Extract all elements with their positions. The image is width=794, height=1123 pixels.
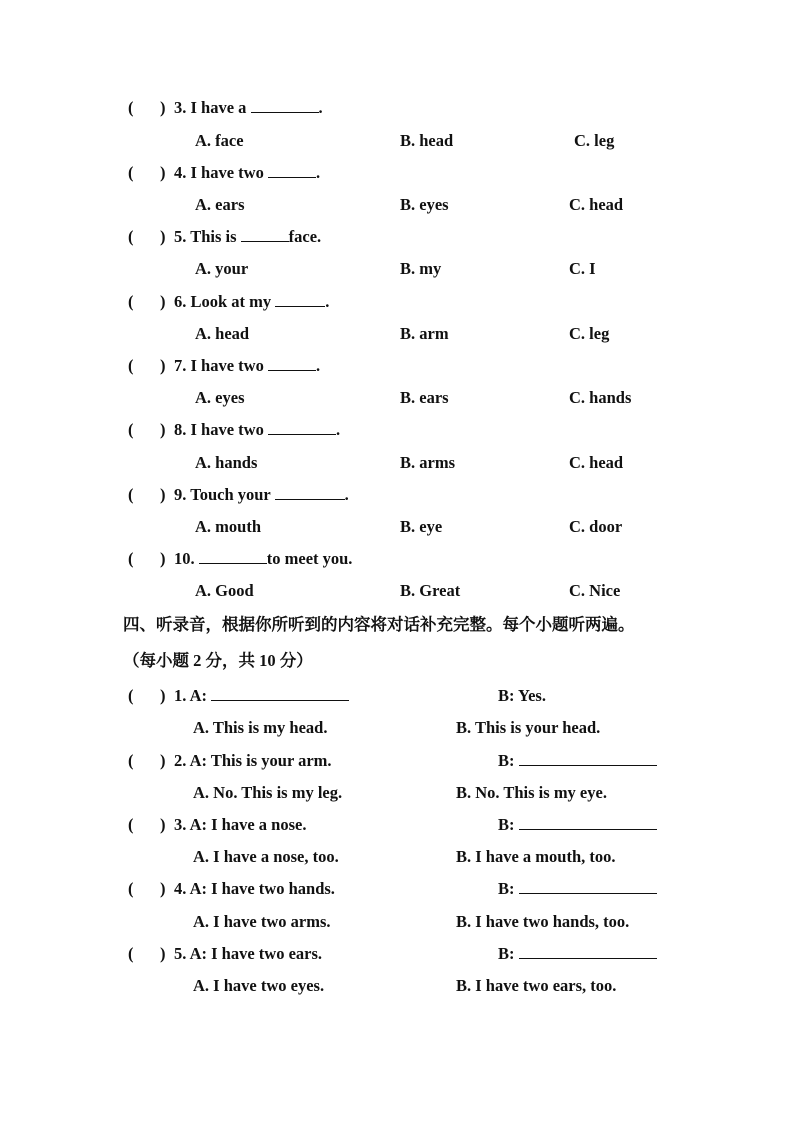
answer-paren-close: ) xyxy=(160,751,166,770)
a-line xyxy=(174,686,349,706)
stem-before: Touch your xyxy=(190,485,271,504)
b-line: B: Yes. xyxy=(498,686,546,705)
b-line-text: B: xyxy=(498,879,515,898)
a-line xyxy=(174,879,335,899)
option-a: A. I have two arms. xyxy=(193,912,331,931)
option-b: B. arm xyxy=(400,324,449,343)
answer-paren-close: ) xyxy=(160,292,166,311)
option-a: A. head xyxy=(195,324,250,343)
option-a: A. Good xyxy=(195,581,254,600)
answer-paren-open: ( xyxy=(128,485,134,504)
b-line xyxy=(498,944,657,964)
question-number: 4. xyxy=(174,163,187,182)
option-c: C. leg xyxy=(569,324,610,343)
option-b: B. eyes xyxy=(400,195,449,214)
answer-blank[interactable] xyxy=(241,227,289,242)
a-line-text: A: I have two ears. xyxy=(189,944,323,963)
question-number: 6. xyxy=(174,292,187,311)
question-stem xyxy=(174,420,340,440)
answer-paren-close: ) xyxy=(160,356,166,375)
question-number: 3. xyxy=(174,98,187,117)
stem-after: . xyxy=(318,98,323,117)
answer-paren-close: ) xyxy=(160,163,166,182)
option-a: A. hands xyxy=(195,453,258,472)
option-a: A. face xyxy=(195,131,244,150)
answer-blank[interactable] xyxy=(268,420,336,435)
answer-paren-open: ( xyxy=(128,944,134,963)
answer-paren-close: ) xyxy=(160,944,166,963)
option-a: A. I have two eyes. xyxy=(193,976,325,995)
option-c: C. leg xyxy=(574,131,615,150)
question-number: 5. xyxy=(174,944,187,963)
a-line-text: A: I have two hands. xyxy=(189,879,335,898)
answer-paren-open: ( xyxy=(128,292,134,311)
option-c: C. head xyxy=(569,195,624,214)
answer-paren-close: ) xyxy=(160,420,166,439)
answer-paren-open: ( xyxy=(128,356,134,375)
stem-before: Look at my xyxy=(190,292,272,311)
b-line-text: B: xyxy=(498,944,515,963)
answer-blank[interactable] xyxy=(251,98,319,113)
answer-paren-open: ( xyxy=(128,98,134,117)
stem-after: . xyxy=(315,356,321,375)
option-c: C. I xyxy=(569,259,596,278)
question-number: 10. xyxy=(174,549,195,568)
answer-paren-close: ) xyxy=(160,98,166,117)
answer-blank[interactable] xyxy=(519,815,657,830)
question-stem xyxy=(174,292,329,312)
answer-paren-open: ( xyxy=(128,163,134,182)
a-line-text: A: xyxy=(189,686,208,705)
option-b: B. Great xyxy=(400,581,461,600)
stem-before: I have two xyxy=(190,163,264,182)
answer-paren-open: ( xyxy=(128,879,134,898)
question-number: 8. xyxy=(174,420,187,439)
option-b: B. I have two hands, too. xyxy=(456,912,630,931)
stem-before: I have a xyxy=(190,98,247,117)
option-a: A. No. This is my leg. xyxy=(193,783,343,802)
question-number: 4. xyxy=(174,879,187,898)
answer-paren-close: ) xyxy=(160,549,166,568)
stem-after: face. xyxy=(288,227,322,246)
option-b: B. This is your head. xyxy=(456,718,601,737)
a-line xyxy=(174,751,332,771)
answer-paren-close: ) xyxy=(160,227,166,246)
stem-after: . xyxy=(315,163,321,182)
option-b: B. ears xyxy=(400,388,449,407)
answer-paren-open: ( xyxy=(128,549,134,568)
option-a: A. your xyxy=(195,259,249,278)
stem-before: I have two xyxy=(190,420,264,439)
b-line-text: B: xyxy=(498,751,515,770)
answer-paren-open: ( xyxy=(128,227,134,246)
answer-blank[interactable] xyxy=(275,485,345,500)
option-b: B. arms xyxy=(400,453,455,472)
stem-after: . xyxy=(335,420,341,439)
question-number: 2. xyxy=(174,751,187,770)
option-c: C. hands xyxy=(569,388,632,407)
question-stem xyxy=(174,485,349,505)
stem-before: This is xyxy=(190,227,237,246)
answer-blank[interactable] xyxy=(199,549,267,564)
option-c: C. head xyxy=(569,453,624,472)
question-number: 7. xyxy=(174,356,187,375)
answer-paren-close: ) xyxy=(160,815,166,834)
answer-paren-open: ( xyxy=(128,420,134,439)
stem-after: . xyxy=(344,485,349,504)
option-b: B. eye xyxy=(400,517,443,536)
b-line xyxy=(498,751,657,771)
question-stem xyxy=(174,163,320,183)
answer-paren-close: ) xyxy=(160,686,166,705)
option-a: A. I have a nose, too. xyxy=(193,847,339,866)
option-b: B. I have two ears, too. xyxy=(456,976,617,995)
option-c: C. Nice xyxy=(569,581,621,600)
question-stem xyxy=(174,98,323,118)
question-number: 5. xyxy=(174,227,187,246)
question-stem xyxy=(174,356,320,376)
option-a: A. This is my head. xyxy=(193,718,328,737)
option-a: A. eyes xyxy=(195,388,245,407)
option-a: A. mouth xyxy=(195,517,262,536)
a-line-text: A: This is your arm. xyxy=(189,751,332,770)
stem-before: I have two xyxy=(190,356,264,375)
option-b: B. I have a mouth, too. xyxy=(456,847,616,866)
answer-paren-open: ( xyxy=(128,686,134,705)
stem-after: . xyxy=(325,292,330,311)
question-number: 3. xyxy=(174,815,187,834)
section-subheading: （每小题 2 分，共 10 分） xyxy=(123,651,313,670)
question-number: 9. xyxy=(174,485,187,504)
answer-blank[interactable] xyxy=(519,879,657,894)
stem-after: to meet you. xyxy=(266,549,353,568)
a-line xyxy=(174,815,306,835)
option-b: B. head xyxy=(400,131,454,150)
answer-blank[interactable] xyxy=(519,751,657,766)
a-line-text: A: I have a nose. xyxy=(189,815,307,834)
answer-blank[interactable] xyxy=(268,163,316,178)
b-line xyxy=(498,815,657,835)
answer-blank[interactable] xyxy=(268,356,316,371)
answer-paren-open: ( xyxy=(128,815,134,834)
question-stem xyxy=(174,549,352,569)
section-heading: 四、听录音，根据你所听到的内容将对话补充完整。每个小题听两遍。 xyxy=(123,615,635,634)
question-stem xyxy=(174,227,321,247)
answer-paren-open: ( xyxy=(128,751,134,770)
answer-paren-close: ) xyxy=(160,485,166,504)
answer-paren-close: ) xyxy=(160,879,166,898)
answer-blank[interactable] xyxy=(211,686,349,701)
b-line xyxy=(498,879,657,899)
option-b: B. No. This is my eye. xyxy=(456,783,607,802)
b-line-text: B: xyxy=(498,815,515,834)
option-b: B. my xyxy=(400,259,442,278)
option-c: C. door xyxy=(569,517,623,536)
option-a: A. ears xyxy=(195,195,245,214)
a-line xyxy=(174,944,322,964)
answer-blank[interactable] xyxy=(519,944,657,959)
question-number: 1. xyxy=(174,686,187,705)
answer-blank[interactable] xyxy=(275,292,325,307)
